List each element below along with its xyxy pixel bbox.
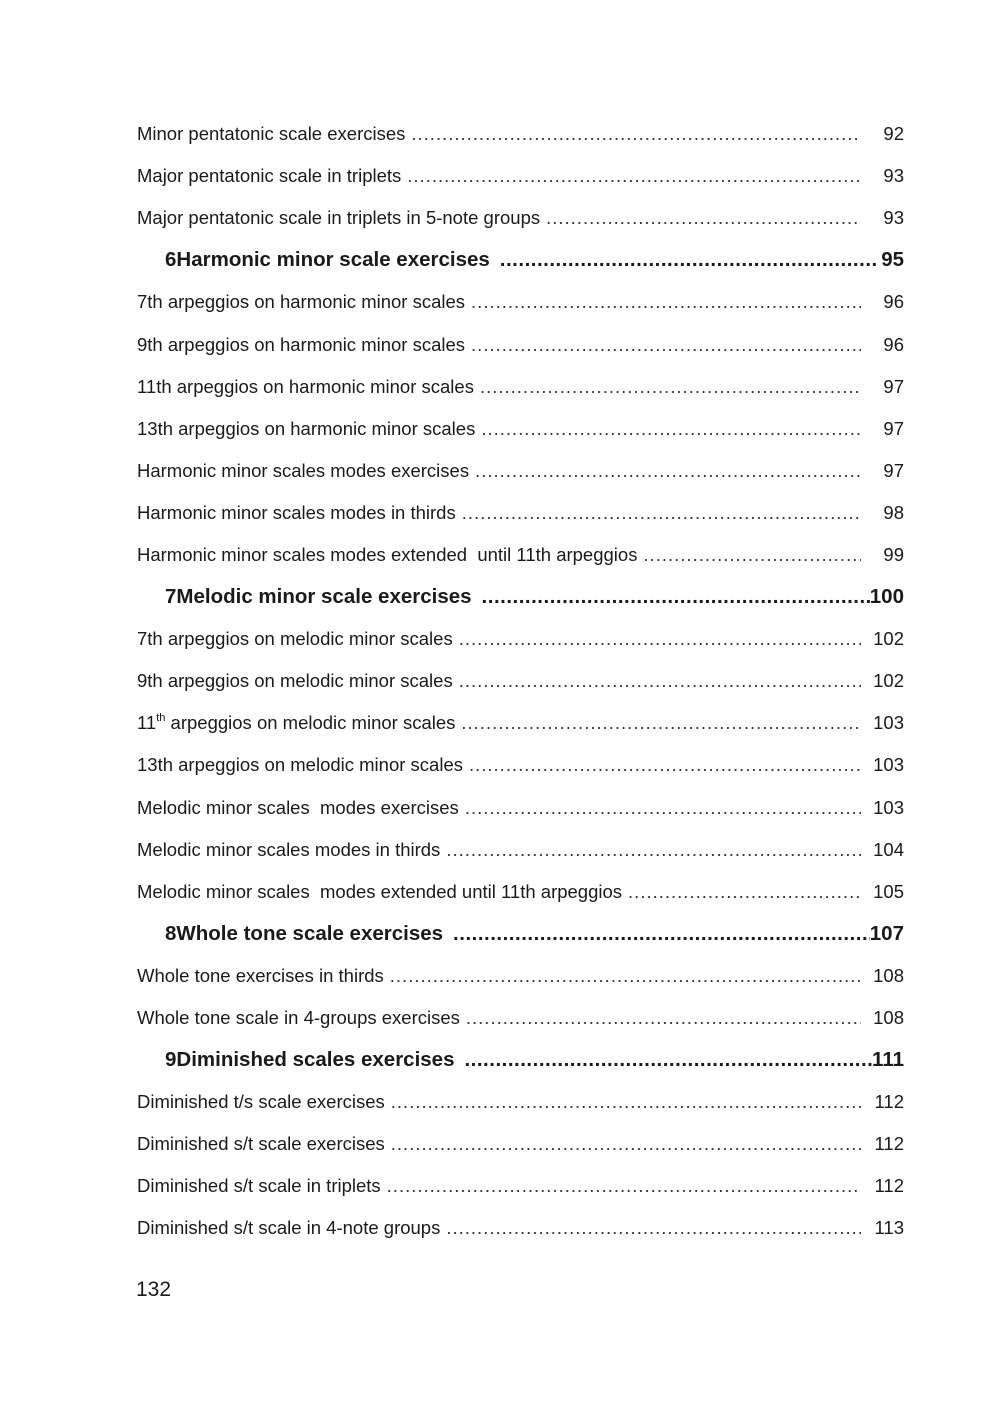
toc-chapter-entry[interactable]	[137, 576, 904, 618]
toc-entry-title: Diminished t/s scale exercises	[137, 1091, 385, 1113]
dot-leader	[628, 881, 861, 903]
title-superscript: th	[156, 712, 166, 725]
chapter-page: 100	[869, 585, 904, 609]
toc-entry-page: 92	[883, 123, 904, 145]
dot-leader	[464, 1048, 872, 1072]
toc-entry-title: 13th arpeggios on melodic minor scales	[137, 754, 463, 776]
chapter-page: 107	[869, 921, 904, 945]
toc-entry-title: Melodic minor scales modes extended until 11th arpeggios	[137, 880, 623, 902]
toc-entry[interactable]	[137, 660, 904, 702]
toc-entry-page: 96	[883, 333, 904, 355]
dot-leader	[475, 460, 861, 482]
toc-entry-page: 104	[873, 838, 904, 860]
toc-entry-page: 96	[883, 291, 904, 313]
toc-entry-page: 113	[874, 1217, 904, 1239]
toc-entry-title: Whole tone scale in 4-groups exercises	[137, 1007, 460, 1029]
toc-entry[interactable]	[137, 450, 904, 492]
toc-entry-title: Major pentatonic scale in triplets	[137, 165, 402, 187]
toc-chapter-entry[interactable]	[137, 1039, 904, 1081]
dot-leader	[643, 544, 861, 566]
toc-entry[interactable]	[137, 955, 904, 997]
toc-entry-page: 98	[883, 501, 904, 523]
dot-leader	[391, 1133, 861, 1155]
page-number: 132	[136, 1278, 172, 1301]
toc-entry[interactable]	[137, 1207, 904, 1249]
dot-leader	[407, 165, 861, 187]
chapter-title: Melodic minor scale exercises	[176, 585, 472, 609]
title-prefix: 11	[137, 712, 157, 734]
toc-entry-title: 9th arpeggios on harmonic minor scales	[137, 333, 466, 355]
toc-entry[interactable]	[137, 197, 904, 239]
toc-entry-title: Minor pentatonic scale exercises	[137, 123, 406, 145]
chapter-title: Whole tone scale exercises	[176, 921, 444, 945]
dot-leader	[446, 839, 861, 861]
toc-entry[interactable]	[137, 281, 904, 323]
toc-entry-title: Diminished s/t scale exercises	[137, 1133, 385, 1155]
dot-leader	[465, 797, 861, 819]
toc-entry-title: Diminished s/t scale in 4-note groups	[137, 1217, 441, 1239]
chapter-number: 8	[165, 921, 177, 945]
dot-leader	[461, 712, 861, 734]
dot-leader	[459, 670, 861, 692]
toc-entry[interactable]	[137, 871, 904, 913]
dot-leader	[391, 1091, 861, 1113]
toc-entry[interactable]	[137, 155, 904, 197]
toc-entry-title: Harmonic minor scales modes exercises	[137, 459, 470, 481]
toc-entry-title	[137, 712, 455, 734]
chapter-title: Harmonic minor scale exercises	[176, 248, 490, 272]
chapter-page: 95	[881, 248, 904, 272]
toc-entry-title: 9th arpeggios on melodic minor scales	[137, 670, 453, 692]
toc-entry[interactable]	[137, 1123, 904, 1165]
chapter-title: Diminished scales exercises	[176, 1048, 455, 1072]
toc-entry-page: 97	[883, 375, 904, 397]
title-rest: arpeggios on melodic minor scales	[165, 712, 456, 734]
dot-leader	[411, 123, 861, 145]
toc-entry-page: 99	[883, 543, 904, 565]
toc-entry[interactable]	[137, 829, 904, 871]
toc-chapter-entry[interactable]	[137, 239, 904, 281]
chapter-number: 9	[165, 1048, 177, 1072]
toc-entry[interactable]	[137, 113, 904, 155]
toc-entry-page: 105	[873, 880, 904, 902]
dot-leader	[466, 1007, 861, 1029]
toc-entry[interactable]	[137, 323, 904, 365]
dot-leader	[387, 1175, 861, 1197]
dot-leader	[481, 418, 861, 440]
toc-entry-page: 103	[873, 754, 904, 776]
toc-entry-title: Whole tone exercises in thirds	[137, 964, 384, 986]
dot-leader	[471, 291, 861, 313]
toc-entry-title: 11th arpeggios on harmonic minor scales	[137, 375, 474, 397]
dot-leader	[390, 965, 861, 987]
dot-leader	[480, 376, 861, 398]
toc-entry-page: 108	[873, 964, 904, 986]
dot-leader	[453, 922, 870, 946]
dot-leader	[482, 585, 870, 609]
dot-leader	[469, 754, 861, 776]
toc-entry[interactable]	[137, 534, 904, 576]
toc-entry-title: 13th arpeggios on harmonic minor scales	[137, 417, 476, 439]
toc-entry[interactable]	[137, 1081, 904, 1123]
toc-entry-page: 112	[874, 1091, 904, 1113]
toc-entry-title: Melodic minor scales modes exercises	[137, 796, 459, 818]
toc-entry-title: Melodic minor scales modes in thirds	[137, 838, 441, 860]
toc-entry-page: 108	[873, 1007, 904, 1029]
toc-entry[interactable]	[137, 1165, 904, 1207]
toc-entry-page: 93	[883, 207, 904, 229]
dot-leader	[546, 207, 861, 229]
dot-leader	[459, 628, 861, 650]
toc-entry-page: 102	[873, 628, 904, 650]
toc-entry-title: 7th arpeggios on melodic minor scales	[137, 628, 453, 650]
toc-entry[interactable]	[137, 787, 904, 829]
dot-leader	[471, 334, 861, 356]
toc-entry-page: 112	[874, 1175, 904, 1197]
toc-entry-title: Diminished s/t scale in triplets	[137, 1175, 381, 1197]
toc-entry[interactable]	[137, 744, 904, 786]
dot-leader	[500, 248, 878, 272]
chapter-number: 7	[165, 585, 177, 609]
toc-entry-page: 103	[873, 712, 904, 734]
toc-entry[interactable]	[137, 618, 904, 660]
toc-entry-page: 103	[873, 796, 904, 818]
toc-entry-title: 7th arpeggios on harmonic minor scales	[137, 291, 466, 313]
chapter-number: 6	[165, 248, 177, 272]
toc-entry[interactable]	[137, 408, 904, 450]
toc-chapter-entry[interactable]	[137, 913, 904, 955]
toc-entry[interactable]	[137, 997, 904, 1039]
toc-entry-title: Harmonic minor scales modes extended until 11th arpeggios	[137, 543, 638, 565]
dot-leader	[446, 1217, 861, 1239]
toc-entry-title: Major pentatonic scale in triplets in 5-note groups	[137, 207, 541, 229]
table-of-contents	[137, 113, 904, 1250]
chapter-page: 111	[872, 1048, 904, 1072]
toc-entry-title: Harmonic minor scales modes in thirds	[137, 501, 456, 523]
toc-entry-page: 97	[883, 417, 904, 439]
toc-entry-page: 97	[883, 459, 904, 481]
toc-entry-page: 93	[883, 165, 904, 187]
toc-entry[interactable]	[137, 366, 904, 408]
toc-entry-page: 112	[874, 1133, 904, 1155]
toc-entry-page: 102	[873, 670, 904, 692]
dot-leader	[462, 502, 861, 524]
toc-entry[interactable]	[137, 702, 904, 744]
toc-entry[interactable]	[137, 492, 904, 534]
